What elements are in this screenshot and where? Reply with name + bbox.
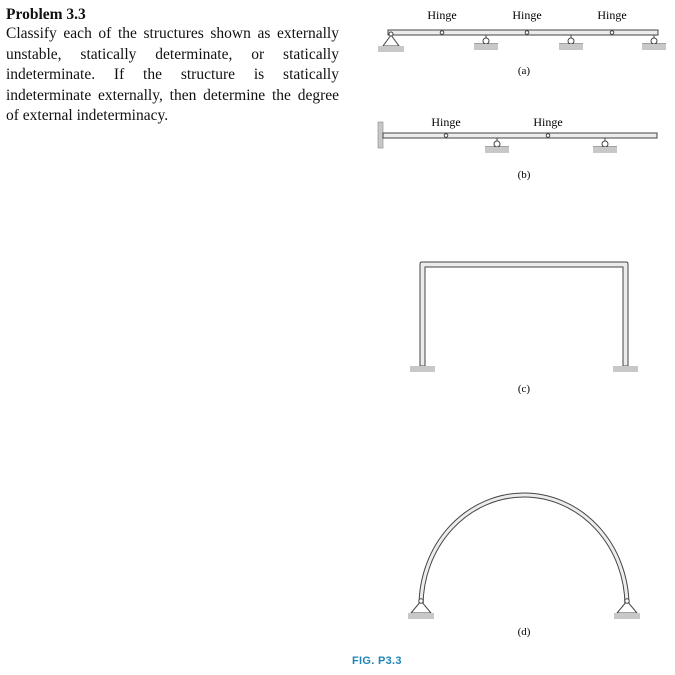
structure-a xyxy=(378,8,666,77)
roller-support-b1 xyxy=(485,138,509,153)
hinge-label-b2: Hinge xyxy=(533,115,563,129)
hinge-label-a2: Hinge xyxy=(512,8,542,22)
structure-b xyxy=(378,115,657,181)
structure-d xyxy=(408,493,640,638)
pin-support-d-right xyxy=(614,599,640,619)
problem-text: Classify each of the structures shown as externally unstable, statically determinate, or statically indeterminate. If the structure is statically indeterminate externally, then determine the degree of external indeterminacy. xyxy=(6,25,339,124)
roller-support-b2 xyxy=(593,138,617,153)
beam-a xyxy=(388,30,658,35)
fixed-wall-b xyxy=(378,122,383,148)
frame-c xyxy=(420,262,628,366)
part-label-a: (a) xyxy=(517,65,531,77)
part-label-b: (b) xyxy=(517,169,531,181)
roller-support-a3 xyxy=(642,35,666,50)
hinge-b2 xyxy=(546,134,550,138)
arch-d xyxy=(419,493,629,606)
figure-caption: FIG. P3.3 xyxy=(352,655,402,667)
beam-b xyxy=(383,133,657,138)
roller-support-a2 xyxy=(559,35,583,50)
hinge-label-a1: Hinge xyxy=(427,8,457,22)
roller-support-a1 xyxy=(474,35,498,50)
hinge-label-a3: Hinge xyxy=(597,8,627,22)
hinge-b1 xyxy=(444,134,448,138)
hinge-a3 xyxy=(610,31,614,35)
structure-c xyxy=(410,262,638,395)
problem-title: Problem 3.3 xyxy=(6,6,86,23)
part-label-d: (d) xyxy=(517,626,531,638)
fixed-support-c-left xyxy=(410,366,435,372)
part-label-c: (c) xyxy=(517,383,531,395)
fixed-support-c-right xyxy=(613,366,638,372)
pin-support-d-left xyxy=(408,599,434,619)
hinge-label-b1: Hinge xyxy=(431,115,461,129)
hinge-a1 xyxy=(440,31,444,35)
hinge-a2 xyxy=(525,31,529,35)
